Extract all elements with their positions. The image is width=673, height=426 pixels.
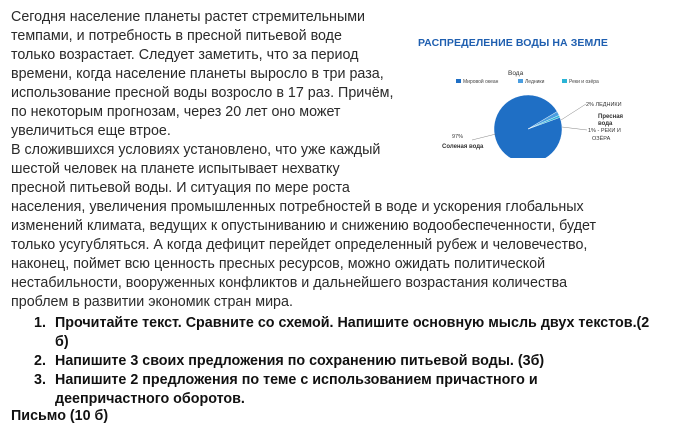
legend-label: Мировой океан [463,79,499,85]
text-line: темпами, и потребность в пресной питьевой воде [11,28,342,44]
text-line: В сложившихся условиях установлено, что уже каждый [11,142,381,158]
chart-title: РАСПРЕДЕЛЕНИЕ ВОДЫ НА ЗЕМЛЕ [418,37,608,49]
cutoff-heading: Письмо (10 б) [11,408,109,424]
text-line: изменений климата, ведущих к опустыниванию и снижению водообеспеченности, будет [11,218,597,234]
text-line: Сегодня население планеты растет стремительными [11,9,366,25]
pie-annotation: 1% - РЕКИ И [588,128,621,134]
text-line: увеличиться еще втрое. [11,123,171,139]
text-line: только усугубляться. А когда дефицит перейдет определенный рубеж и человечество, [11,237,588,253]
legend-label: Реки и озёра [569,79,599,85]
legend-title: Вода [508,70,524,77]
question-number: 2. [34,353,46,369]
pie-annotation: ОЗЁРА [592,136,611,142]
text-line: наконец, поймет всю ценность пресных ресурсов, можно ожидать политической [11,256,546,272]
pie-annotation: 97% [452,134,464,140]
chart-legend [456,78,599,85]
question-text: Напишите 3 своих предложения по сохранению питьевой воды. (3б) [55,353,545,369]
pie-annotation: Соленая вода [442,144,484,150]
pie-annotation: Пресная [598,114,624,120]
pie-annotation: вода [598,121,613,127]
question-text: Напишите 2 предложения по теме с использованием причастного и [55,372,538,388]
legend-swatch [456,79,461,83]
text-line: времени, когда население планеты выросло в три раза, [11,66,384,82]
text-line: нестабильности, вооруженных конфликтов и дальнейшего возрастания количества [11,275,568,291]
question-text: деепричастного оборотов. [55,391,245,407]
leader-line [472,134,496,140]
text-line: населения, увеличения промышленных потребностей в воде и ускорения глобальных [11,199,584,215]
legend-label: Ледники [525,79,545,85]
leader-line [561,104,586,120]
text-line: только возрастает. Следует заметить, что за период [11,47,359,63]
question-number: 3. [34,372,46,388]
pie-chart [410,30,630,158]
legend-swatch [562,79,567,83]
pie-slices [494,95,562,158]
text-line: использование пресной воды возросло в 17 раз. Причём, [11,85,394,101]
text-line: проблем в развитии экономик стран мира. [11,294,293,310]
legend-swatch [518,79,523,83]
text-line: шестой человек на планете испытывает нехватку [11,161,340,177]
text-line: пресной питьевой воды. И ситуация по мере роста [11,180,350,196]
question-number: 1. [34,315,46,331]
pie-annotation: 2% ЛЕДНИКИ [586,102,622,108]
text-line: по некоторым прогнозам, через 20 лет оно может [11,104,341,120]
leader-line [562,127,587,130]
pie-slice [494,95,562,158]
question-text: Прочитайте текст. Сравните со схемой. Напишите основную мысль двух текстов.(2 [55,315,650,331]
question-text: б) [55,334,69,350]
water-distribution-figure [410,30,630,158]
